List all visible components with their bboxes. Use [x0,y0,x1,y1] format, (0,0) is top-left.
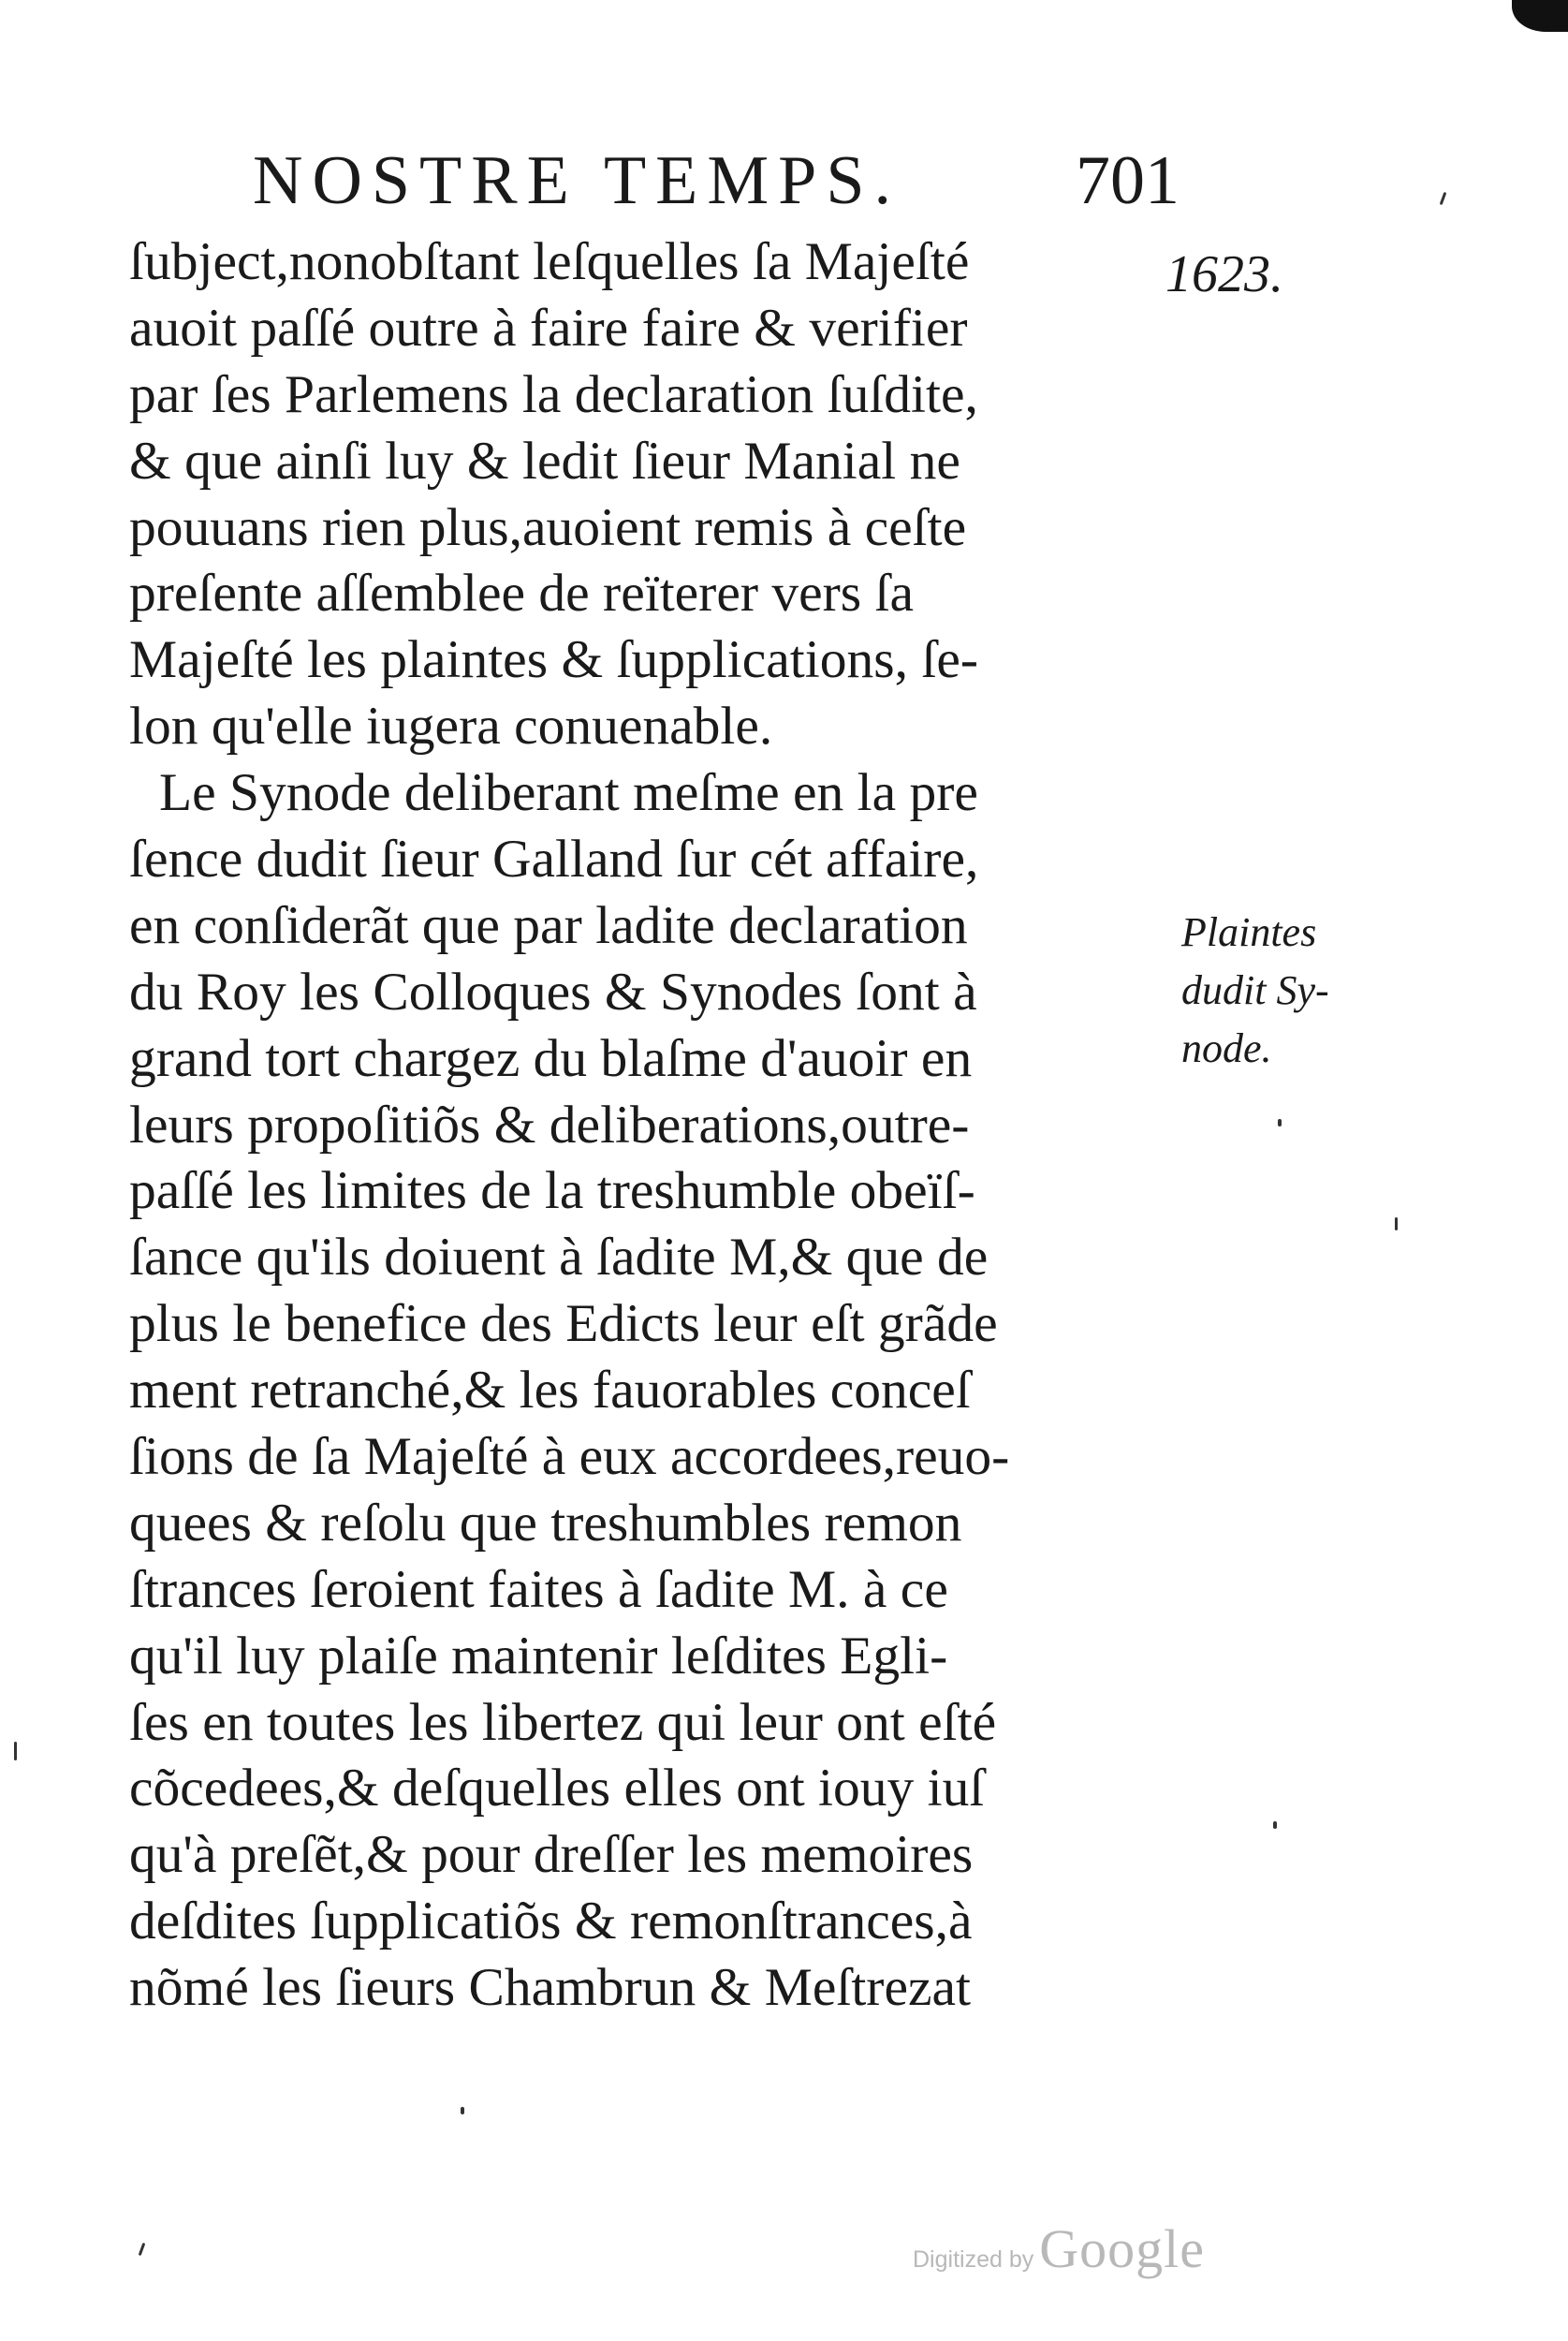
margin-year: 1623. [1165,245,1283,303]
body-text [129,229,1159,2022]
text-line: deſdites ſupplicatiõs & remonſtrances,à [129,1892,973,1951]
running-head: NOSTRE TEMPS. [253,142,901,219]
text-line: en conſiderãt que par ladite declaration [129,895,968,955]
google-watermark [913,2217,1205,2280]
ink-speck [1278,1119,1282,1126]
text-line: ſence dudit ſieur Galland ſur cét affaire, [129,830,979,890]
text-line: par ſes Parlemens la declaration ſuſdite, [129,364,978,424]
text-line: ment retranché,& les fauorables conceſ [129,1361,971,1421]
text-line: grand tort chargez du blaſme d'auoir en [129,1028,973,1088]
ink-speck [1440,192,1447,205]
text-line: du Roy les Colloques & Synodes ſont à [129,962,977,1022]
marginal-note-line: node. [1181,1025,1272,1071]
text-line: auoit paſſé outre à faire faire & verifier [129,298,968,358]
ink-speck [461,2107,464,2114]
page-header [253,139,1180,223]
text-line: ſes en toutes les libertez qui leur ont eſté [129,1692,997,1752]
ink-speck [1273,1821,1277,1829]
ink-speck [1395,1217,1398,1230]
text-line: plus le benefice des Edicts leur eſt grãde [129,1294,998,1354]
watermark-prefix: Digitized by [913,2246,1034,2273]
ink-speck [139,2243,146,2256]
text-line: ſance qu'ils doiuent à ſadite M,& que de [129,1228,989,1288]
text-line: qu'il luy plaiſe maintenir leſdites Egli- [129,1626,948,1686]
page-number: 701 [1076,142,1180,219]
google-logo: Google [1039,2218,1205,2279]
text-line: lon qu'elle iugera conuenable. [129,697,773,757]
ink-speck [14,1742,17,1760]
text-line: cõcedees,& deſquelles elles ont iouy iuſ [129,1759,985,1818]
text-line: ſubject,nonobſtant leſquelles ſa Majeſté [129,232,970,291]
text-line: Majeſté les plaintes & ſupplications, ſe- [129,630,979,690]
marginal-note [1181,904,1350,1078]
paragraph-start-line: Le Synode deliberant meſme en la pre [159,763,978,823]
text-line: preſente aſſemblee de reïterer vers ſa [129,564,915,624]
text-line: leurs propoſitiõs & deliberations,outre- [129,1095,970,1155]
text-line: pouuans rien plus,auoient remis à ceſte [129,497,967,557]
marginal-note-line: dudit Sy- [1181,967,1329,1013]
text-line: qu'à preſẽt,& pour dreſſer les memoires [129,1825,974,1885]
ink-blot [1512,0,1568,32]
text-line: ſtrances ſeroient faites à ſadite M. à ce [129,1559,948,1619]
marginal-note-line: Plaintes [1181,909,1317,955]
text-line: nõmé les ſieurs Chambrun & Meſtrezat [129,1958,971,2018]
text-line: ſions de ſa Majeſté à eux accordees,reuo- [129,1427,1010,1487]
text-line: & que ainſi luy & ledit ſieur Manial ne [129,431,960,491]
text-line: paſſé les limites de la treshumble obeïſ- [129,1161,975,1221]
text-line: quees & reſolu que treshumbles remon [129,1493,962,1553]
